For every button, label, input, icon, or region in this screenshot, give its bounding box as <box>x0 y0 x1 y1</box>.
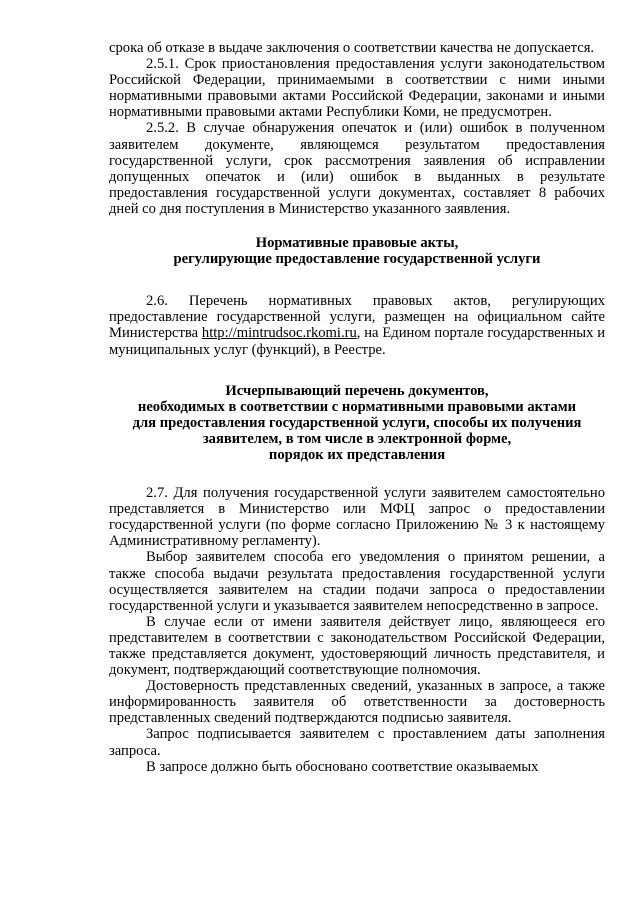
document-page <box>109 40 605 775</box>
paragraph-justification: В запросе должно быть обосновано соответствие оказываемых <box>146 758 539 775</box>
heading-line: Исчерпывающий перечень документов, <box>225 382 489 399</box>
paragraph-continuation: срока об отказе в выдаче заключения о соответствии качества не допускается. <box>109 40 595 56</box>
heading-line: Нормативные правовые акты, <box>255 235 459 252</box>
section-heading-documents-list <box>109 383 605 463</box>
ministry-website-link[interactable]: http://mintrudsoc.rkomi.ru <box>201 325 357 342</box>
paragraph-2-6-text: 2.6. Перечень нормативных правовых актов, регулирующих предоставление государственной услуги, размещен на официальном сайте Министерства <box>109 293 605 342</box>
paragraph-notification-choice: Выбор заявителем способа его уведомления о принятом решении, а также способа выдачи результата предоставления государственной услуги осуществляется заявителем на стадии подачи запроса о предоставлении государственной услуги и указывается заявителем непосредственно в запросе. <box>109 549 605 614</box>
section-heading-regulatory-acts <box>109 235 605 267</box>
heading-line: регулирующие предоставление государственной услуги <box>173 251 541 268</box>
paragraph-validity: Достоверность представленных сведений, указанных в запросе, а также информированность заявителя об ответственности за достоверность представленных сведений подтверждаются подписью заявителя. <box>109 678 605 727</box>
paragraph-signature: Запрос подписывается заявителем с проставлением даты заполнения запроса. <box>109 726 605 759</box>
paragraph-2-6 <box>109 293 605 357</box>
heading-line: заявителем, в том числе в электронной форме, <box>202 430 512 447</box>
heading-line: порядок их представления <box>268 446 446 463</box>
paragraph-2-5-2: 2.5.2. В случае обнаружения опечаток и (или) ошибок в полученном заявителем документе, являющемся результатом предоставления государственной услуги, срок рассмотрения заявления об исправлении допущенных опечаток и (или) ошибок в выданных в результате предоставления государственной услуги документах, составляет 8 рабочих дней со дня поступления в Министерство указанного заявления. <box>109 120 605 217</box>
paragraph-2-5-1: 2.5.1. Срок приостановления предоставления услуги законодательством Российской Федерации, принимаемыми в соответствии с ними иными нормативными правовыми актами Российской Федерации, законами и иными нормативными правовыми актами Республики Коми, не предусмотрен. <box>109 56 605 121</box>
heading-line: для предоставления государственной услуги, способы их получения <box>132 414 582 431</box>
paragraph-representative: В случае если от имени заявителя действует лицо, являющееся его представителем в соответствии с законодательством Российской Федерации, также представляется документ, удостоверяющий личность представителя, и документ, подтверждающий соответствующие полномочия. <box>109 613 605 679</box>
paragraph-2-7: 2.7. Для получения государственной услуги заявителем самостоятельно представляется в Министерство или МФЦ запрос о предоставлении государственной услуги (по форме согласно Приложению № 3 к настоящему Административному регламенту). <box>109 485 605 550</box>
paragraph-2-6-text-end: , на Едином портале государственных и муниципальных услуг (функций), в Реестре. <box>109 325 606 358</box>
heading-line: необходимых в соответствии с нормативными правовыми актами <box>137 398 577 415</box>
